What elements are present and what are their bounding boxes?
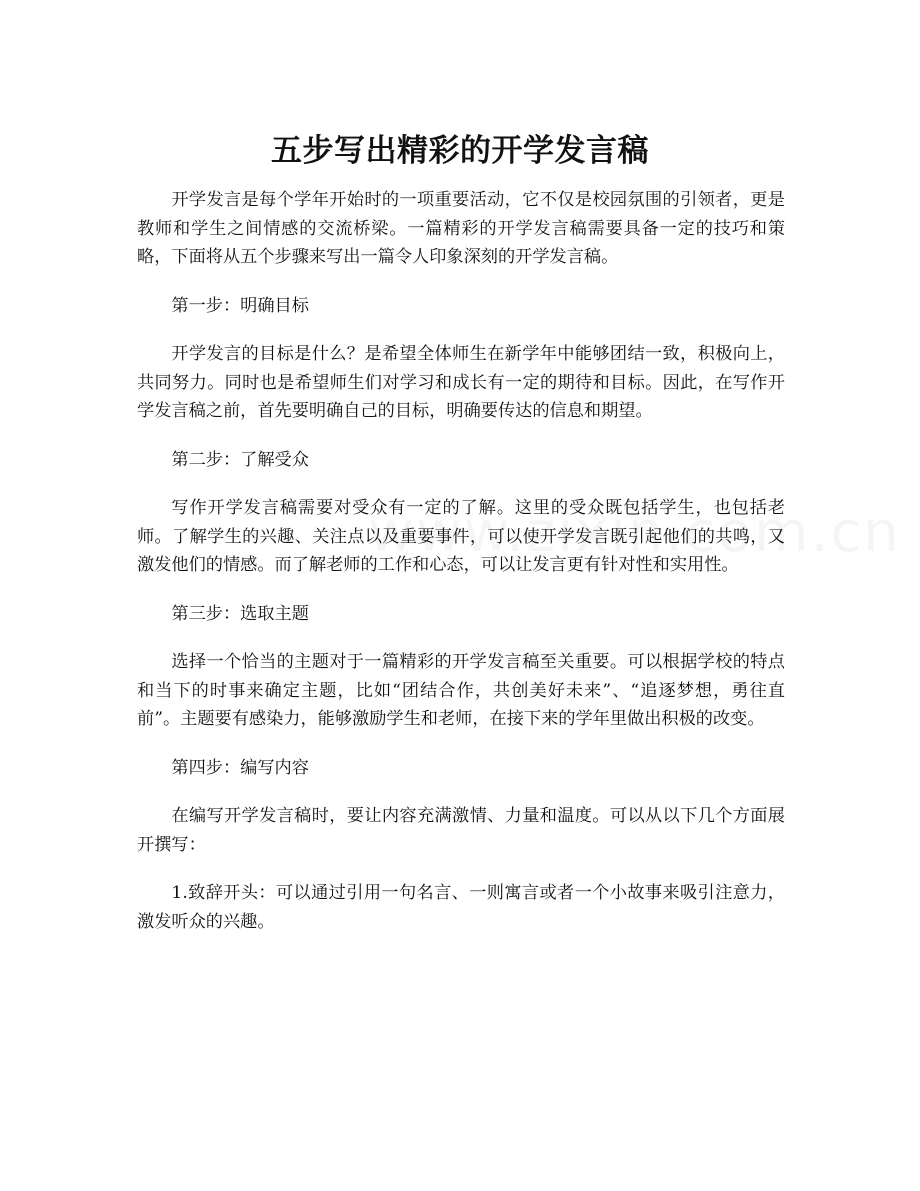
document-body xyxy=(137,186,785,936)
step-4-paragraph: 在编写开学发言稿时，要让内容充满激情、力量和温度。可以从以下几个方面展开撰写： xyxy=(137,806,785,855)
step-4-item-1: 1.致辞开头：可以通过引用一句名言、一则寓言或者一个小故事来吸引注意力，激发听众的兴趣。 xyxy=(137,883,785,932)
step-2-heading: 第二步：了解受众 xyxy=(171,449,309,470)
step-1-paragraph: 开学发言的目标是什么？是希望全体师生在新学年中能够团结一致，积极向上，共同努力。同时也是希望师生们对学习和成长有一定的期待和目标。因此，在写作开学发言稿之前，首先要明确自己的目标，明确要传达的信息和期望。 xyxy=(137,344,785,421)
step-4-heading: 第四步：编写内容 xyxy=(171,757,309,778)
step-2-paragraph: 写作开学发言稿需要对受众有一定的了解。这里的受众既包括学生，也包括老师。了解学生的兴趣、关注点以及重要事件，可以使开学发言既引起他们的共鸣，又激发他们的情感。而了解老师的工作和心态，可以让发言更有针对性和实用性。 xyxy=(137,498,785,575)
step-3-paragraph: 选择一个恰当的主题对于一篇精彩的开学发言稿至关重要。可以根据学校的特点和当下的时事来确定主题，比如“团结合作，共创美好未来”、“追逐梦想，勇往直前”。主题要有感染力，能够激励学生和老师，在接下来的学年里做出积极的改变。 xyxy=(137,652,785,729)
document-title: 五步写出精彩的开学发言稿 xyxy=(271,132,649,169)
step-3-heading: 第三步：选取主题 xyxy=(171,603,309,624)
step-1-heading: 第一步：明确目标 xyxy=(171,295,309,316)
intro-paragraph: 开学发言是每个学年开始时的一项重要活动，它不仅是校园氛围的引领者，更是教师和学生之间情感的交流桥梁。一篇精彩的开学发言稿需要具备一定的技巧和策略，下面将从五个步骤来写出一篇令人印象深刻的开学发言稿。 xyxy=(137,190,785,267)
